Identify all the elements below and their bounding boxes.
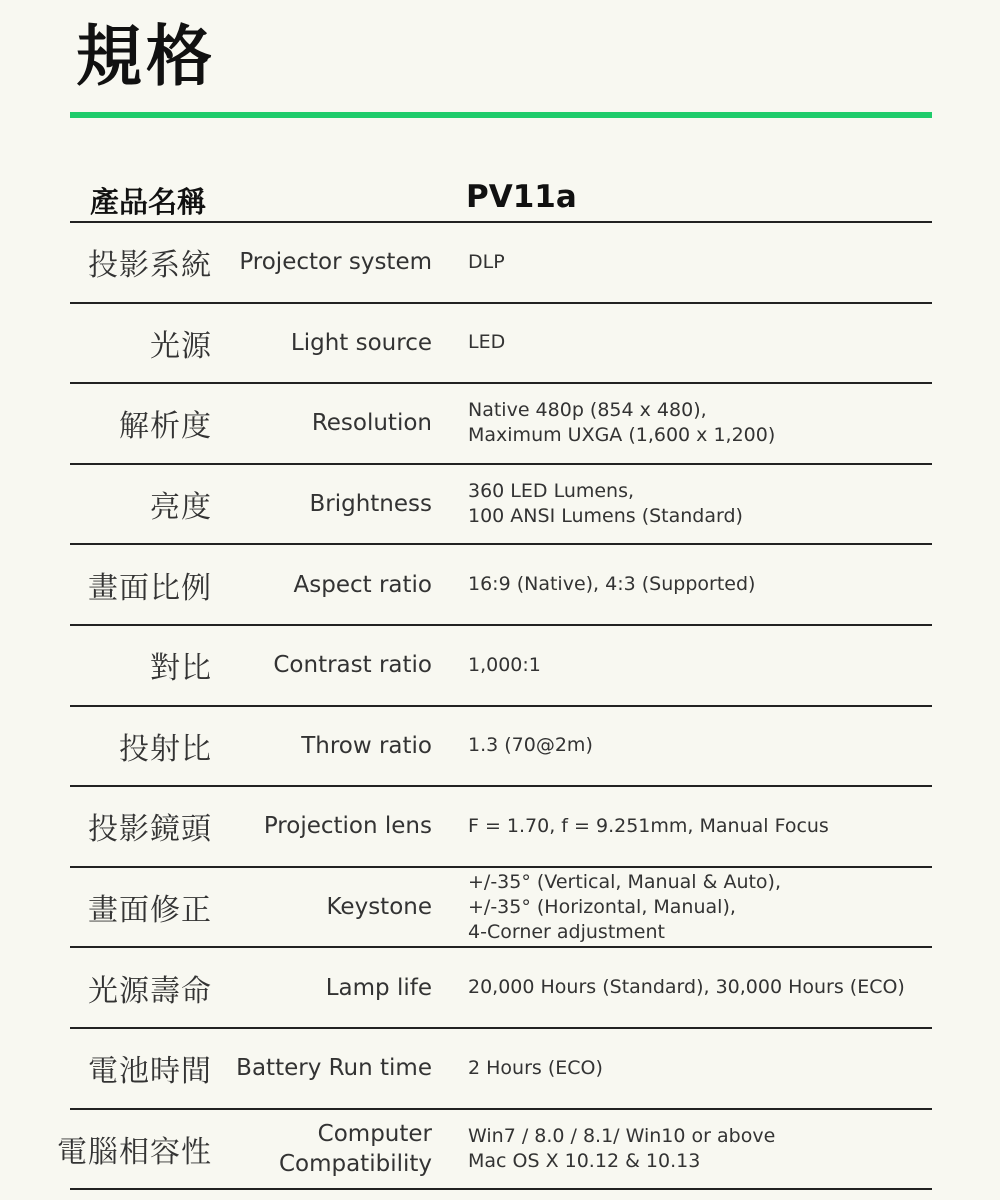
spec-value-line: 360 LED Lumens, — [468, 480, 635, 503]
spec-value-line: LED — [468, 331, 506, 354]
spec-label-en-line: Brightness — [309, 491, 432, 518]
spec-label-zh: 投影鏡頭 — [88, 812, 212, 848]
spec-value-line: Native 480p (854 x 480), — [468, 399, 707, 422]
spec-label-zh: 畫面修正 — [88, 893, 212, 929]
spec-value — [468, 868, 781, 947]
spec-label-en-line: Aspect ratio — [293, 571, 432, 598]
spec-value — [468, 545, 755, 624]
spec-row — [70, 223, 932, 304]
spec-value-line: 4-Corner adjustment — [468, 920, 665, 943]
spec-label-en-line: Keystone — [326, 894, 432, 921]
spec-label-zh: 對比 — [150, 651, 212, 687]
spec-label-zh: 光源 — [150, 328, 212, 364]
spec-row — [70, 948, 932, 1029]
spec-label-en-line: Resolution — [311, 410, 432, 437]
spec-label-en — [327, 868, 433, 947]
spec-label-en-line: Compatibility — [278, 1150, 432, 1177]
spec-value-line: F = 1.70, f = 9.251mm, Manual Focus — [468, 814, 829, 837]
spec-value-line: 16:9 (Native), 4:3 (Supported) — [468, 573, 756, 596]
spec-label-en — [301, 707, 432, 786]
spec-label-en-line: Contrast ratio — [273, 652, 432, 679]
spec-value — [468, 384, 775, 463]
spec-value-line: 1.3 (70@2m) — [468, 734, 593, 757]
spec-label-en — [312, 384, 432, 463]
spec-value-line: 20,000 Hours (Standard), 30,000 Hours (ECO) — [468, 976, 905, 999]
spec-value-line: Maximum UXGA (1,600 x 1,200) — [468, 424, 776, 447]
spec-value — [468, 787, 829, 866]
spec-label-zh: 畫面比例 — [88, 570, 212, 606]
spec-label-en — [326, 948, 432, 1027]
product-model: PV11a — [466, 179, 577, 215]
spec-label-en — [291, 304, 432, 383]
spec-label-zh: 解析度 — [119, 409, 212, 445]
product-name-label: 產品名稱 — [90, 185, 207, 219]
title-divider — [70, 112, 932, 118]
spec-value-line: +/-35° (Vertical, Manual & Auto), — [468, 870, 782, 893]
spec-row — [70, 384, 932, 465]
spec-label-en — [294, 545, 432, 624]
spec-label-en-line: Battery Run time — [236, 1055, 432, 1082]
spec-label-en — [264, 787, 432, 866]
spec-row — [70, 465, 932, 546]
spec-header-row — [70, 170, 932, 223]
spec-label-en-line: Light source — [290, 329, 432, 356]
spec-label-en-line: Lamp life — [325, 974, 432, 1001]
spec-label-en — [279, 1110, 432, 1189]
spec-table — [57, 170, 932, 1190]
spec-row — [70, 707, 932, 788]
spec-rows — [57, 223, 932, 1190]
spec-value — [468, 223, 505, 302]
spec-value-line: 1,000:1 — [468, 653, 541, 676]
spec-row — [57, 1110, 932, 1191]
spec-value-line: 100 ANSI Lumens (Standard) — [468, 505, 743, 528]
spec-label-zh: 投影系統 — [88, 248, 212, 284]
spec-value-line: DLP — [468, 250, 505, 273]
spec-row — [70, 1029, 932, 1110]
spec-row — [70, 868, 932, 949]
spec-value-line: Win7 / 8.0 / 8.1/ Win10 or above — [468, 1124, 776, 1147]
spec-label-en-line: Projection lens — [263, 813, 432, 840]
spec-label-en — [236, 1029, 432, 1108]
spec-label-zh: 光源壽命 — [88, 973, 212, 1009]
spec-label-en-line: Throw ratio — [301, 732, 432, 759]
spec-label-zh: 電池時間 — [88, 1054, 212, 1090]
spec-row — [70, 626, 932, 707]
spec-label-en-line: Projector system — [239, 249, 432, 276]
spec-value — [468, 465, 743, 544]
spec-label-zh: 投射比 — [119, 731, 212, 767]
spec-label-zh: 電腦相容性 — [57, 1134, 212, 1170]
spec-value — [468, 1029, 603, 1108]
spec-value-line: 2 Hours (ECO) — [468, 1056, 603, 1079]
spec-row — [70, 545, 932, 626]
spec-value — [468, 948, 905, 1027]
spec-label-zh: 亮度 — [150, 490, 212, 526]
spec-row — [70, 304, 932, 385]
spec-label-en — [273, 626, 432, 705]
spec-value-line: +/-35° (Horizontal, Manual), — [468, 895, 736, 918]
spec-label-en — [239, 223, 432, 302]
spec-value-line: Mac OS X 10.12 & 10.13 — [468, 1149, 701, 1172]
spec-value — [468, 304, 505, 383]
spec-label-en — [309, 465, 432, 544]
page-title: 規格 — [76, 18, 216, 95]
spec-value — [468, 707, 593, 786]
spec-value — [468, 626, 541, 705]
spec-row — [70, 787, 932, 868]
spec-label-en-line: Computer — [317, 1120, 432, 1147]
spec-value — [468, 1110, 775, 1189]
